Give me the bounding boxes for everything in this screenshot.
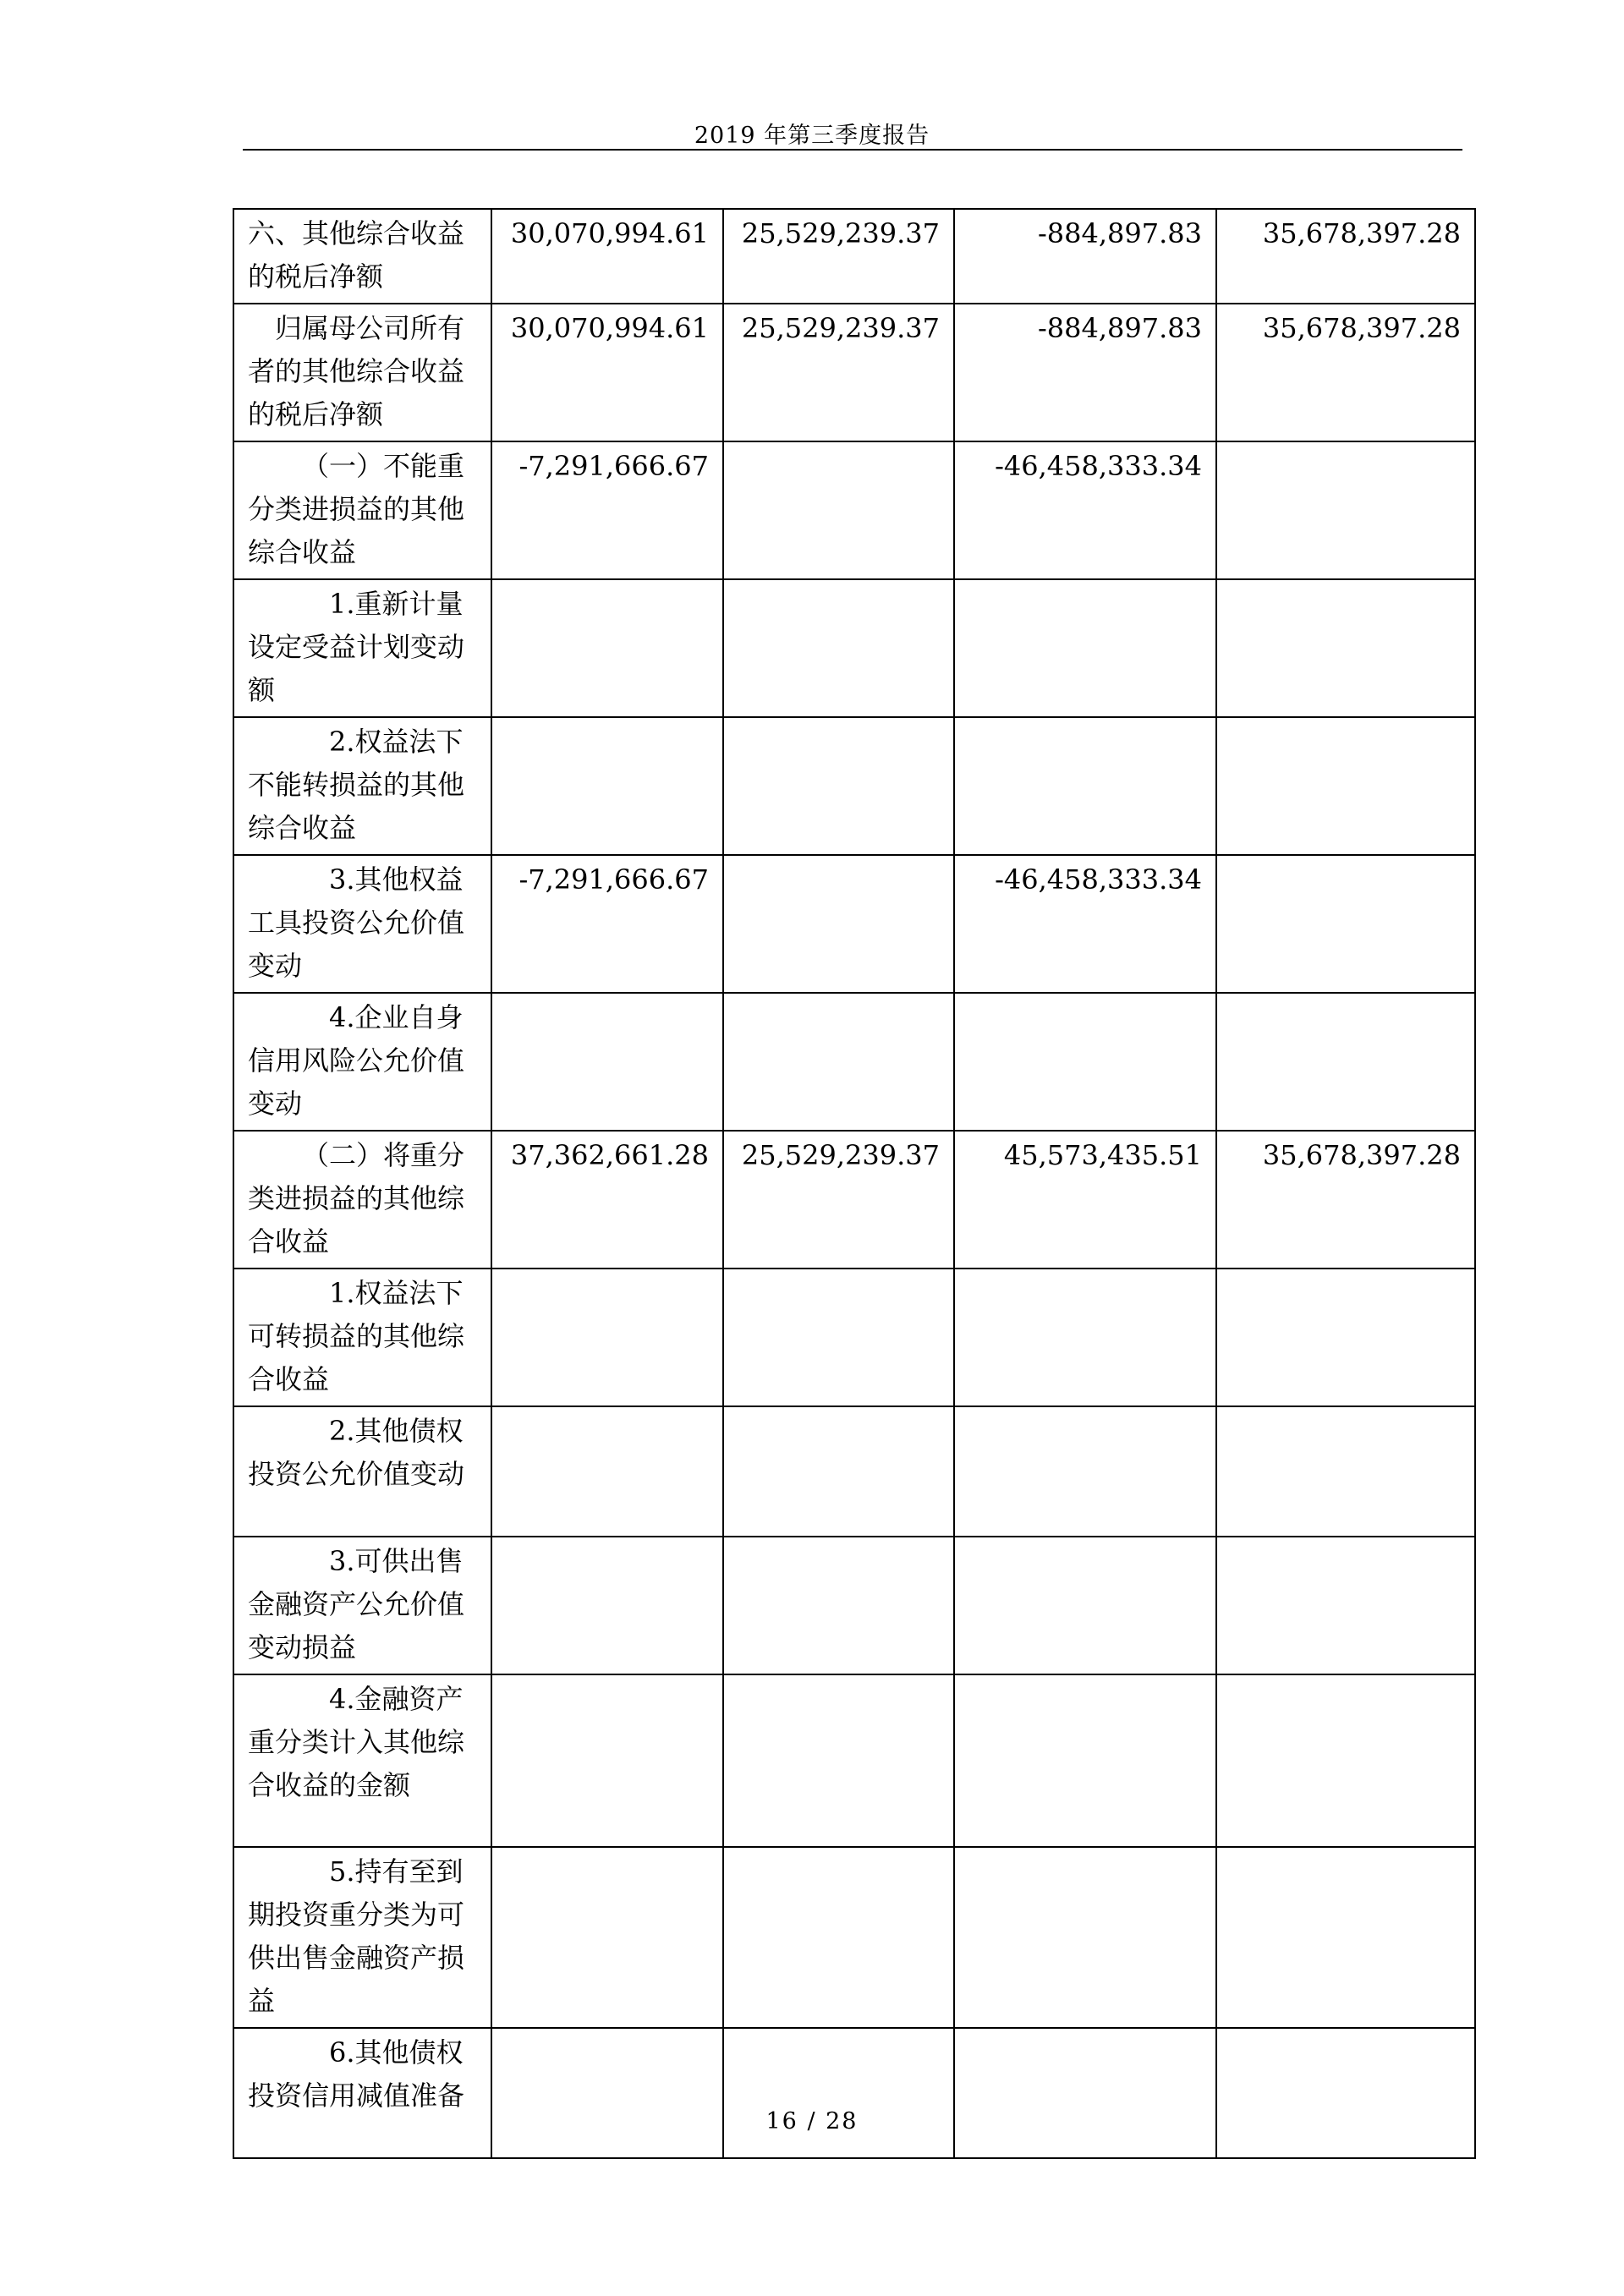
table-row xyxy=(233,2028,1475,2158)
value-cell-col1 xyxy=(491,1406,723,1537)
table-row xyxy=(233,1131,1475,1269)
other-comprehensive-income-table xyxy=(233,208,1476,2159)
row-label xyxy=(233,1537,491,1674)
value-cell-col3 xyxy=(954,993,1216,1131)
value-cell-col2 xyxy=(723,1537,954,1674)
table-row xyxy=(233,1269,1475,1406)
value-cell-col2 xyxy=(723,1406,954,1537)
row-label-text: 归属母公司所有者的其他综合收益的税后净额 xyxy=(248,312,465,430)
value-cell-col4: 35,678,397.28 xyxy=(1216,1131,1475,1269)
row-label xyxy=(233,441,491,579)
value-cell-col1: 30,070,994.61 xyxy=(491,304,723,441)
value-cell-col1 xyxy=(491,1537,723,1674)
value-cell-col2 xyxy=(723,1674,954,1847)
value-cell-col2 xyxy=(723,993,954,1131)
value-cell-col2: 25,529,239.37 xyxy=(723,209,954,304)
value-cell-col1 xyxy=(491,1847,723,2028)
table-row xyxy=(233,579,1475,717)
value-cell-col3: -46,458,333.34 xyxy=(954,441,1216,579)
header-divider xyxy=(243,149,1462,151)
row-label xyxy=(233,304,491,441)
row-label-text: 5.持有至到期投资重分类为可供出售金融资产损益 xyxy=(248,1855,465,2017)
table-row xyxy=(233,209,1475,304)
table-row xyxy=(233,441,1475,579)
row-label xyxy=(233,993,491,1131)
value-cell-col2 xyxy=(723,1269,954,1406)
value-cell-col1 xyxy=(491,579,723,717)
value-cell-col1: -7,291,666.67 xyxy=(491,855,723,993)
row-label xyxy=(233,1131,491,1269)
value-cell-col1 xyxy=(491,717,723,855)
value-cell-col3 xyxy=(954,717,1216,855)
row-label xyxy=(233,1847,491,2028)
value-cell-col2 xyxy=(723,855,954,993)
table-row xyxy=(233,993,1475,1131)
value-cell-col4 xyxy=(1216,717,1475,855)
table-row xyxy=(233,304,1475,441)
row-label-text: 4.企业自身信用风险公允价值变动 xyxy=(248,1001,465,1120)
table-row xyxy=(233,1537,1475,1674)
value-cell-col4 xyxy=(1216,855,1475,993)
row-label-text: 4.金融资产重分类计入其他综合收益的金额 xyxy=(248,1683,465,1801)
row-label xyxy=(233,209,491,304)
table-row xyxy=(233,1406,1475,1537)
value-cell-col1: 37,362,661.28 xyxy=(491,1131,723,1269)
row-label xyxy=(233,855,491,993)
value-cell-col2: 25,529,239.37 xyxy=(723,1131,954,1269)
value-cell-col4 xyxy=(1216,441,1475,579)
value-cell-col4 xyxy=(1216,579,1475,717)
value-cell-col3 xyxy=(954,1406,1216,1537)
row-label-text: 1.权益法下可转损益的其他综合收益 xyxy=(248,1277,465,1395)
value-cell-col1: -7,291,666.67 xyxy=(491,441,723,579)
value-cell-col3 xyxy=(954,1847,1216,2028)
row-label-text: 1.重新计量设定受益计划变动额 xyxy=(248,588,465,706)
value-cell-col3: -884,897.83 xyxy=(954,209,1216,304)
value-cell-col1 xyxy=(491,1269,723,1406)
value-cell-col3 xyxy=(954,1269,1216,1406)
row-label-text: 六、其他综合收益的税后净额 xyxy=(248,217,465,293)
row-label xyxy=(233,1269,491,1406)
row-label-text: 2.权益法下不能转损益的其他综合收益 xyxy=(248,726,465,844)
value-cell-col2 xyxy=(723,579,954,717)
value-cell-col3 xyxy=(954,579,1216,717)
row-label-text: 3.可供出售金融资产公允价值变动损益 xyxy=(248,1545,465,1663)
value-cell-col2 xyxy=(723,2028,954,2158)
value-cell-col1 xyxy=(491,2028,723,2158)
row-label xyxy=(233,2028,491,2158)
table-body xyxy=(233,209,1475,2158)
value-cell-col4 xyxy=(1216,993,1475,1131)
row-label xyxy=(233,1406,491,1537)
value-cell-col4 xyxy=(1216,1269,1475,1406)
value-cell-col2: 25,529,239.37 xyxy=(723,304,954,441)
row-label xyxy=(233,1674,491,1847)
row-label-text: （二）将重分类进损益的其他综合收益 xyxy=(248,1139,465,1258)
row-label xyxy=(233,579,491,717)
table-row xyxy=(233,855,1475,993)
value-cell-col3: -884,897.83 xyxy=(954,304,1216,441)
table-row xyxy=(233,1674,1475,1847)
value-cell-col3 xyxy=(954,1537,1216,1674)
value-cell-col1 xyxy=(491,993,723,1131)
row-label-text: 3.其他权益工具投资公允价值变动 xyxy=(248,863,465,982)
value-cell-col3: -46,458,333.34 xyxy=(954,855,1216,993)
value-cell-col4 xyxy=(1216,1674,1475,1847)
value-cell-col4 xyxy=(1216,2028,1475,2158)
row-label xyxy=(233,717,491,855)
value-cell-col1 xyxy=(491,1674,723,1847)
value-cell-col2 xyxy=(723,1847,954,2028)
report-header-title: 2019 年第三季度报告 xyxy=(694,123,930,149)
value-cell-col3 xyxy=(954,1674,1216,1847)
value-cell-col4: 35,678,397.28 xyxy=(1216,209,1475,304)
table-row xyxy=(233,717,1475,855)
value-cell-col3 xyxy=(954,2028,1216,2158)
table-row xyxy=(233,1847,1475,2028)
row-label-text: 6.其他债权投资信用减值准备 xyxy=(248,2036,465,2112)
value-cell-col1: 30,070,994.61 xyxy=(491,209,723,304)
value-cell-col2 xyxy=(723,441,954,579)
row-label-text: 2.其他债权投资公允价值变动 xyxy=(248,1415,465,1490)
value-cell-col4 xyxy=(1216,1537,1475,1674)
row-label-text: （一）不能重分类进损益的其他综合收益 xyxy=(248,450,465,568)
value-cell-col4: 35,678,397.28 xyxy=(1216,304,1475,441)
page-number: 16 / 28 xyxy=(765,2108,859,2134)
value-cell-col2 xyxy=(723,717,954,855)
value-cell-col4 xyxy=(1216,1406,1475,1537)
value-cell-col3: 45,573,435.51 xyxy=(954,1131,1216,1269)
value-cell-col4 xyxy=(1216,1847,1475,2028)
